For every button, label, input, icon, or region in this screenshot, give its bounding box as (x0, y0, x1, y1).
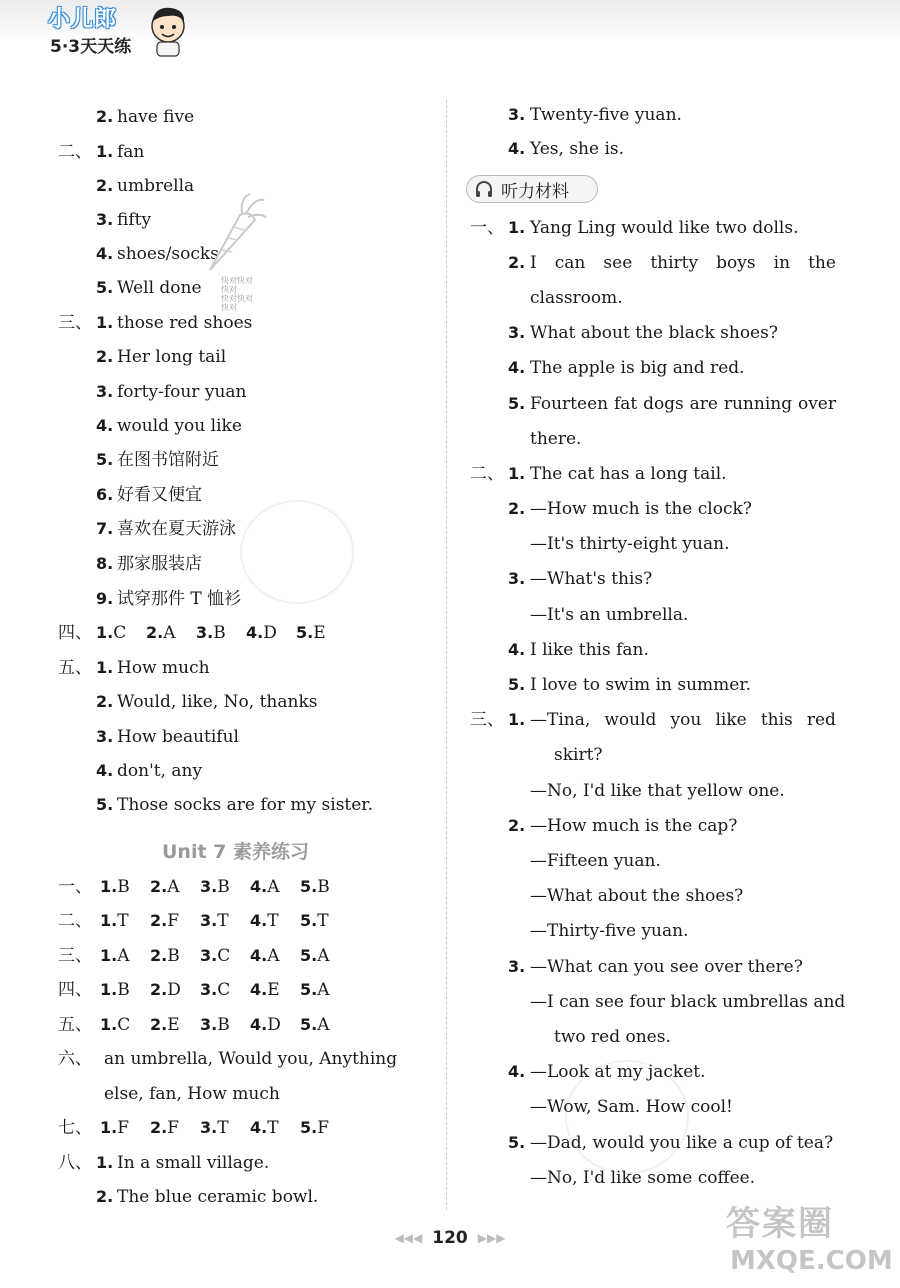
answer-value: T (317, 911, 329, 931)
answer-text: would you like (117, 416, 242, 436)
answer-value: B (167, 946, 180, 966)
item-number: 4. (508, 1062, 526, 1081)
answer-number: 5. (300, 946, 318, 965)
answer-number: 5. (300, 1118, 318, 1137)
answer-number: 1. (100, 911, 118, 930)
answer-item (300, 910, 329, 932)
section-marker: 三、 (470, 710, 504, 730)
answer-value: B (217, 877, 230, 897)
answer-text: forty-four yuan (117, 382, 247, 402)
answer-text: The blue ceramic bowl. (117, 1187, 319, 1207)
answer-number: 2. (150, 911, 168, 930)
answer-number: 1. (100, 877, 118, 896)
answer-text: —What about the shoes? (530, 886, 744, 906)
word: thirty (650, 253, 699, 273)
item-number: 2. (96, 347, 114, 366)
answer-number: 2. (150, 1015, 168, 1034)
item-number: 2. (96, 1187, 114, 1206)
word: Fourteen (530, 394, 609, 414)
word: this (760, 710, 793, 730)
brand-title: 小儿郎 (48, 7, 118, 32)
answer-text: —Dad, would you like a cup of tea? (530, 1133, 834, 1153)
unit-title: Unit 7 素养练习 (162, 841, 309, 863)
answer-item (250, 1014, 281, 1036)
answer-text: —Thirty-five yuan. (530, 921, 689, 941)
answer-text: those red shoes (117, 313, 253, 333)
answer-text: —I can see four black umbrellas and (530, 992, 846, 1012)
item-number: 8. (96, 554, 114, 573)
page-number: 120 (432, 1228, 468, 1248)
answer-text: How beautiful (117, 727, 239, 747)
word: can (554, 253, 586, 273)
answer-value: A (167, 877, 180, 897)
answer-value: A (267, 877, 280, 897)
answer-value: C (217, 980, 231, 1000)
answer-number: 5. (300, 911, 318, 930)
answer-item (250, 1117, 279, 1139)
answer-text: —It's an umbrella. (530, 605, 689, 625)
answer-item (150, 876, 180, 898)
answer-text: 喜欢在夏天游泳 (117, 519, 236, 539)
headphones-icon (473, 178, 495, 200)
answer-text: two red ones. (554, 1027, 671, 1047)
answer-value: T (217, 911, 229, 931)
answer-value: T (217, 1118, 229, 1138)
answer-value: A (317, 1015, 330, 1035)
answer-number: 1. (100, 946, 118, 965)
answer-text: 在图书馆附近 (117, 450, 219, 470)
answer-value: F (317, 1118, 330, 1138)
answer-item (100, 910, 129, 932)
answer-text: 试穿那件 T 恤衫 (117, 589, 242, 609)
answer-number: 5. (296, 623, 314, 642)
section-marker: 二、 (58, 142, 92, 162)
answer-item (296, 622, 326, 644)
answer-value: F (117, 1118, 130, 1138)
answer-text: —No, I'd like that yellow one. (530, 781, 785, 801)
item-number: 5. (508, 675, 526, 694)
answer-value: D (267, 1015, 281, 1035)
answer-value: B (117, 980, 130, 1000)
answer-item (150, 1117, 179, 1139)
answer-number: 5. (300, 980, 318, 999)
answer-number: 3. (200, 1015, 218, 1034)
section-marker: 四、 (58, 623, 92, 643)
answer-item (300, 1014, 330, 1036)
word: boys (716, 253, 756, 273)
answer-text: skirt? (554, 745, 603, 765)
answer-text: Well done (117, 278, 202, 298)
answer-item (300, 876, 330, 898)
item-number: 3. (508, 323, 526, 342)
item-number: 2. (508, 816, 526, 835)
answer-number: 3. (200, 980, 218, 999)
answer-value: T (267, 1118, 279, 1138)
word: in (773, 253, 791, 273)
answer-item (100, 945, 130, 967)
answer-number: 2. (150, 946, 168, 965)
section-marker: 四、 (58, 980, 92, 1000)
answer-item (150, 979, 181, 1001)
answer-item (100, 1117, 129, 1139)
section-marker: 八、 (58, 1153, 92, 1173)
answer-value: D (263, 623, 277, 643)
answer-text: In a small village. (117, 1153, 270, 1173)
answer-text: 那家服装店 (117, 554, 202, 574)
item-number: 4. (96, 761, 114, 780)
answer-number: 4. (250, 1015, 268, 1034)
answer-text: don't, any (117, 761, 203, 781)
answer-value: A (317, 946, 330, 966)
answer-text: Would, like, No, thanks (117, 692, 318, 712)
answer-text: I like this fan. (530, 640, 649, 660)
answer-text: Yes, she is. (530, 139, 625, 159)
answer-value: A (163, 623, 176, 643)
answer-text: I love to swim in summer. (530, 675, 751, 695)
answer-text: classroom. (530, 288, 623, 308)
answer-number: 5. (300, 1015, 318, 1034)
item-number: 3. (508, 569, 526, 588)
word: you (670, 710, 702, 730)
item-number: 7. (96, 519, 114, 538)
answer-number: 3. (200, 911, 218, 930)
carrot-icon (200, 190, 270, 280)
answer-number: 4. (250, 877, 268, 896)
answer-number: 3. (200, 1118, 218, 1137)
item-number: 4. (508, 358, 526, 377)
series-title: 5·3天天练 (50, 37, 132, 57)
item-number: 3. (96, 727, 114, 746)
word: red (806, 710, 836, 730)
answer-text: —Wow, Sam. How cool! (530, 1097, 733, 1117)
word: —Tina, (530, 710, 591, 730)
item-number: 5. (96, 278, 114, 297)
item-number: 4. (96, 416, 114, 435)
section-marker: 三、 (58, 313, 92, 333)
answer-text: —It's thirty-eight yuan. (530, 534, 730, 554)
answer-text: —No, I'd like some coffee. (530, 1168, 756, 1188)
word: the (808, 253, 836, 273)
answer-number: 3. (200, 877, 218, 896)
answer-text (530, 252, 836, 274)
answer-item (146, 622, 176, 644)
section-marker: 一、 (58, 877, 92, 897)
item-number: 1. (96, 142, 114, 161)
answer-item (196, 622, 226, 644)
answer-text: have five (117, 107, 195, 127)
answer-value: C (117, 1015, 131, 1035)
answer-item (150, 910, 179, 932)
answer-value: F (167, 1118, 180, 1138)
answer-item (246, 622, 277, 644)
item-number: 3. (508, 957, 526, 976)
answer-item (100, 876, 130, 898)
answer-value: A (117, 946, 130, 966)
answer-number: 2. (150, 1118, 168, 1137)
answer-item (250, 876, 280, 898)
answer-number: 2. (150, 877, 168, 896)
answer-text: Yang Ling would like two dolls. (530, 218, 799, 238)
answer-value: E (267, 980, 280, 1000)
answer-number: 1. (100, 980, 118, 999)
answer-item (300, 979, 330, 1001)
answer-value: B (117, 877, 130, 897)
answer-text: —Look at my jacket. (530, 1062, 706, 1082)
answer-value: B (213, 623, 226, 643)
item-number: 1. (96, 313, 114, 332)
item-number: 4. (508, 640, 526, 659)
answer-number: 2. (146, 623, 164, 642)
item-number: 1. (96, 658, 114, 677)
answer-value: D (167, 980, 181, 1000)
section-marker: 七、 (58, 1118, 92, 1138)
answer-number: 4. (250, 980, 268, 999)
answer-item (200, 1117, 229, 1139)
section-marker: 二、 (58, 911, 92, 931)
answer-text: —What's this? (530, 569, 653, 589)
answer-item (300, 1117, 329, 1139)
section-marker: 六、 (58, 1049, 92, 1069)
mascot-icon (143, 2, 193, 58)
word: see (603, 253, 633, 273)
item-number: 3. (96, 210, 114, 229)
answer-number: 4. (246, 623, 264, 642)
answer-item (100, 979, 130, 1001)
answer-item (300, 945, 330, 967)
answer-item (250, 945, 280, 967)
word: dogs (643, 394, 684, 414)
answer-value: B (217, 1015, 230, 1035)
answer-text (530, 393, 836, 415)
answer-text: umbrella (117, 176, 195, 196)
answer-number: 3. (200, 946, 218, 965)
answer-item (200, 1014, 230, 1036)
answer-item (200, 910, 229, 932)
answer-value: A (267, 946, 280, 966)
answer-text: What about the black shoes? (530, 323, 778, 343)
answer-value: C (217, 946, 231, 966)
section-marker: 一、 (470, 218, 504, 238)
answer-value: T (117, 911, 129, 931)
prev-arrows-icon: ◀◀◀ (394, 1231, 423, 1245)
section-marker: 五、 (58, 1015, 92, 1035)
answer-number: 2. (150, 980, 168, 999)
answer-text: shoes/socks (117, 244, 219, 264)
word: are (689, 394, 718, 414)
answer-text: —Fifteen yuan. (530, 851, 661, 871)
answer-item (250, 910, 279, 932)
answer-value: E (167, 1015, 180, 1035)
item-number: 2. (96, 176, 114, 195)
word: like (715, 710, 747, 730)
answer-text (530, 709, 836, 731)
item-number: 5. (508, 1133, 526, 1152)
answer-text: The cat has a long tail. (530, 464, 727, 484)
next-arrows-icon: ▶▶▶ (477, 1231, 506, 1245)
answer-item (150, 945, 180, 967)
word: over (797, 394, 836, 414)
answer-number: 1. (100, 1015, 118, 1034)
section-marker: 三、 (58, 946, 92, 966)
item-number: 3. (96, 382, 114, 401)
answer-text: Those socks are for my sister. (117, 795, 373, 815)
listening-label-text: 听力材料 (501, 181, 569, 202)
item-number: 2. (508, 253, 526, 272)
answer-item (200, 876, 230, 898)
answer-text: The apple is big and red. (530, 358, 745, 378)
stamp-watermark (565, 1060, 689, 1174)
answer-number: 4. (250, 1118, 268, 1137)
brand-logo (48, 2, 198, 58)
word: I (530, 253, 537, 273)
listening-material-label (466, 175, 598, 203)
answer-text: there. (530, 429, 582, 449)
item-number: 5. (508, 394, 526, 413)
word: would (604, 710, 657, 730)
word: running (723, 394, 793, 414)
answer-number: 1. (100, 1118, 118, 1137)
answer-number: 1. (96, 623, 114, 642)
answer-item (200, 945, 230, 967)
item-number: 3. (508, 105, 526, 124)
item-number: 1. (508, 710, 526, 729)
answer-value: A (317, 980, 330, 1000)
stamp-watermark (240, 500, 354, 604)
site-watermark-brand: 答案圈 (726, 1204, 834, 1244)
section-marker: 五、 (58, 658, 92, 678)
answer-number: 5. (300, 877, 318, 896)
item-number: 4. (96, 244, 114, 263)
answer-value: B (317, 877, 330, 897)
item-number: 1. (508, 218, 526, 237)
answer-text: 好看又便宜 (117, 485, 202, 505)
answer-item (200, 979, 230, 1001)
answer-text: fan (117, 142, 145, 162)
item-number: 2. (96, 692, 114, 711)
answer-value: E (313, 623, 326, 643)
site-watermark-url: MXQE.COM (730, 1246, 893, 1276)
answer-number: 4. (250, 911, 268, 930)
item-number: 4. (508, 139, 526, 158)
item-number: 1. (508, 464, 526, 483)
answer-number: 4. (250, 946, 268, 965)
word: fat (613, 394, 638, 414)
section-marker: 二、 (470, 464, 504, 484)
answer-value: F (167, 911, 180, 931)
answer-item (250, 979, 280, 1001)
item-number: 6. (96, 485, 114, 504)
answer-text: else, fan, How much (104, 1084, 280, 1104)
answer-value: C (113, 623, 127, 643)
answer-text: Twenty-five yuan. (530, 105, 682, 125)
item-number: 5. (96, 450, 114, 469)
answer-item (96, 622, 126, 644)
item-number: 2. (96, 107, 114, 126)
answer-item (100, 1014, 130, 1036)
answer-text: fifty (117, 210, 152, 230)
answer-number: 3. (196, 623, 214, 642)
item-number: 9. (96, 589, 114, 608)
item-number: 1. (96, 1153, 114, 1172)
answer-text: —How much is the cap? (530, 816, 738, 836)
answer-text: How much (117, 658, 210, 678)
carrot-watermark-text: 快对快对快对 快对快对快对 (221, 276, 253, 312)
answer-value: T (267, 911, 279, 931)
answer-text: —How much is the clock? (530, 499, 752, 519)
answer-item (150, 1014, 180, 1036)
column-divider (446, 100, 447, 1210)
answer-text: —What can you see over there? (530, 957, 803, 977)
answer-text: Her long tail (117, 347, 227, 367)
item-number: 2. (508, 499, 526, 518)
item-number: 5. (96, 795, 114, 814)
answer-text: an umbrella, Would you, Anything (104, 1049, 398, 1069)
